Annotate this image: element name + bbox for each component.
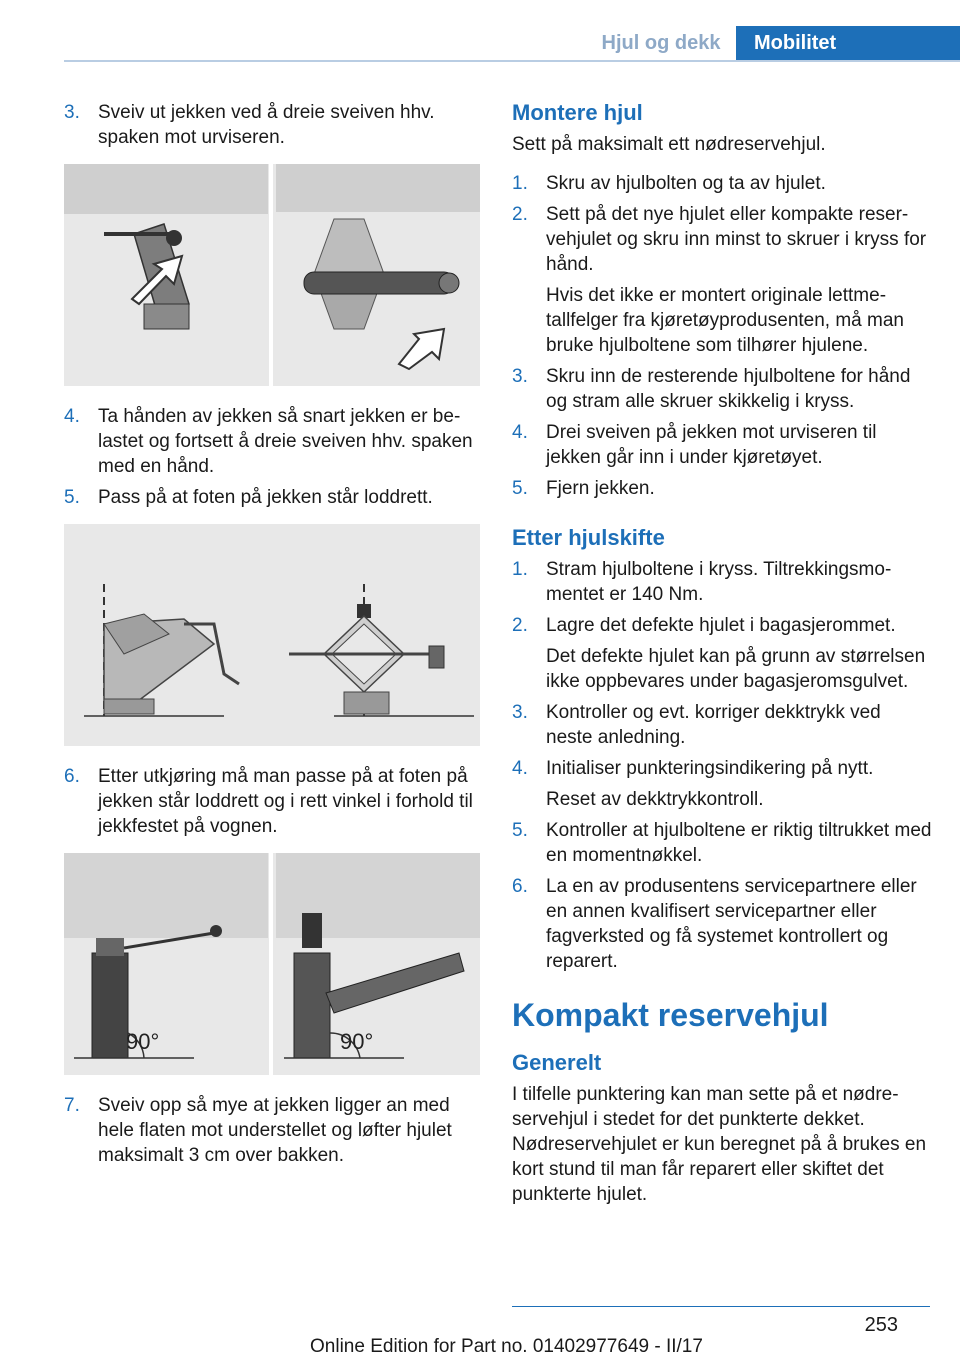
general-text: I tilfelle punktering kan man sette på et nødreservehjul i stedet for det punkterte dekket. Nødreservehjulet er kun beregnet på å brukes en kort stund til man får reparert eller skiftet det punkterte hjulet.: [512, 1084, 927, 1205]
step-text: La en av produsentens servicepartnere eller en annen kvalifisert servicepartner eller fagverksted og få systemet kontrollert og reparert.: [546, 876, 917, 972]
jack-angle-illustration: [64, 853, 480, 1075]
step-text: Skru inn de resterende hjulboltene for hånd og stram alle skruer skikkelig i kryss.: [546, 366, 911, 412]
step-number: 3.: [64, 102, 80, 123]
step-number: 6.: [64, 766, 80, 787]
jack-crank-illustration: [64, 164, 480, 386]
jack-crank-figure: [64, 164, 480, 386]
step-text: Kontroller og evt. korriger dekktrykk ved neste anledning.: [546, 702, 881, 748]
step-text: Sveiv ut jekken ved å dreie sveiven hhv. spaken mot urviseren.: [98, 102, 435, 148]
compact-spare-heading: Kompakt reservehjul: [512, 997, 829, 1033]
step-3: [64, 100, 480, 150]
angle-label-left: 90°: [126, 1029, 160, 1054]
step-text: Etter utkjøring må man passe på at foten på jekken står loddrett og i rett vinkel i forhold til jekkfestet på vognen.: [98, 766, 473, 837]
step-text: Drei sveiven på jekken mot urviseren til jekken går inn i under kjøretøyet.: [546, 422, 877, 468]
step-number: 4.: [64, 406, 80, 427]
step-text: Ta hånden av jekken så snart jekken er belastet og fortsett å dreie sveiven hhv. spaken med en hånd.: [98, 406, 473, 477]
step-text: Sett på det nye hjulet eller kompakte reservehjulet og skru inn minst to skruer i kryss for hånd.: [546, 204, 927, 275]
step-number: 1.: [512, 559, 528, 580]
after-step-5: [512, 818, 932, 868]
step-text: Sveiv opp så mye at jekken ligger an med hele flaten mot understellet og løfter hjulet maksimalt 3 cm over bakken.: [98, 1095, 452, 1166]
after-step-1: [512, 557, 932, 607]
after-step-3: [512, 700, 932, 750]
step-number: 2.: [512, 615, 528, 636]
after-heading: Etter hjulskifte: [512, 525, 665, 550]
step-7: [64, 1093, 480, 1168]
mount-heading: Montere hjul: [512, 100, 643, 125]
step-4: [64, 404, 480, 479]
jack-vertical-figure: [64, 524, 480, 746]
mount-step-1: [512, 171, 932, 196]
mount-step-2: [512, 202, 932, 277]
spacer: [512, 507, 932, 525]
step-text: Fjern jekken.: [546, 478, 655, 499]
after-step-4-note: Reset av dekktrykkontroll.: [546, 789, 764, 810]
after-step-2: [512, 613, 932, 638]
jack-vertical-illustration: [64, 524, 480, 746]
step-text: Lagre det defekte hjulet i bagasjerommet.: [546, 615, 896, 636]
step-number: 3.: [512, 366, 528, 387]
mount-step-2-note: Hvis det ikke er montert originale lettmetallfelger fra kjøretøyprodusenten, må man bruke hjulboltene som tilhører hjulene.: [546, 285, 904, 356]
edition-footer: Online Edition for Part no. 01402977649 - II/17: [310, 1336, 703, 1357]
step-number: 5.: [64, 487, 80, 508]
page-number: 253: [864, 1314, 898, 1336]
step-number: 5.: [512, 820, 528, 841]
step-text: Initialiser punkteringsindikering på nytt.: [546, 758, 874, 779]
step-number: 4.: [512, 758, 528, 779]
angle-label-right: 90°: [340, 1029, 374, 1054]
general-heading: Generelt: [512, 1050, 602, 1075]
after-step-6: [512, 874, 932, 974]
footer-rule: [512, 1306, 930, 1307]
step-text: Kontroller at hjulboltene er riktig tiltrukket med en momentnøkkel.: [546, 820, 932, 866]
step-text: Skru av hjulbolten og ta av hjulet.: [546, 173, 826, 194]
chapter-tab[interactable]: Mobilitet: [736, 26, 960, 60]
after-step-4: [512, 756, 932, 781]
step-6: [64, 764, 480, 839]
step-number: 4.: [512, 422, 528, 443]
mount-intro: Sett på maksimalt ett nødreservehjul.: [512, 134, 826, 155]
step-number: 5.: [512, 478, 528, 499]
left-column: [64, 100, 480, 1174]
mount-step-3: [512, 364, 932, 414]
step-number: 7.: [64, 1095, 80, 1116]
after-step-2-note: Det defekte hjulet kan på grunn av størrelsen ikke oppbevares under bagasjeromsgulvet.: [546, 646, 926, 692]
right-column: [512, 100, 932, 1221]
step-number: 2.: [512, 204, 528, 225]
step-number: 1.: [512, 173, 528, 194]
section-tab[interactable]: Hjul og dekk: [586, 26, 736, 60]
mount-step-5: [512, 476, 932, 501]
header-rule: [64, 60, 960, 62]
step-number: 6.: [512, 876, 528, 897]
step-text: Pass på at foten på jekken står loddrett.: [98, 487, 433, 508]
step-number: 3.: [512, 702, 528, 723]
jack-angle-figure: [64, 853, 480, 1075]
step-5: [64, 485, 480, 510]
step-text: Stram hjulboltene i kryss. Tiltrekkingsmomentet er 140 Nm.: [546, 559, 892, 605]
mount-step-4: [512, 420, 932, 470]
